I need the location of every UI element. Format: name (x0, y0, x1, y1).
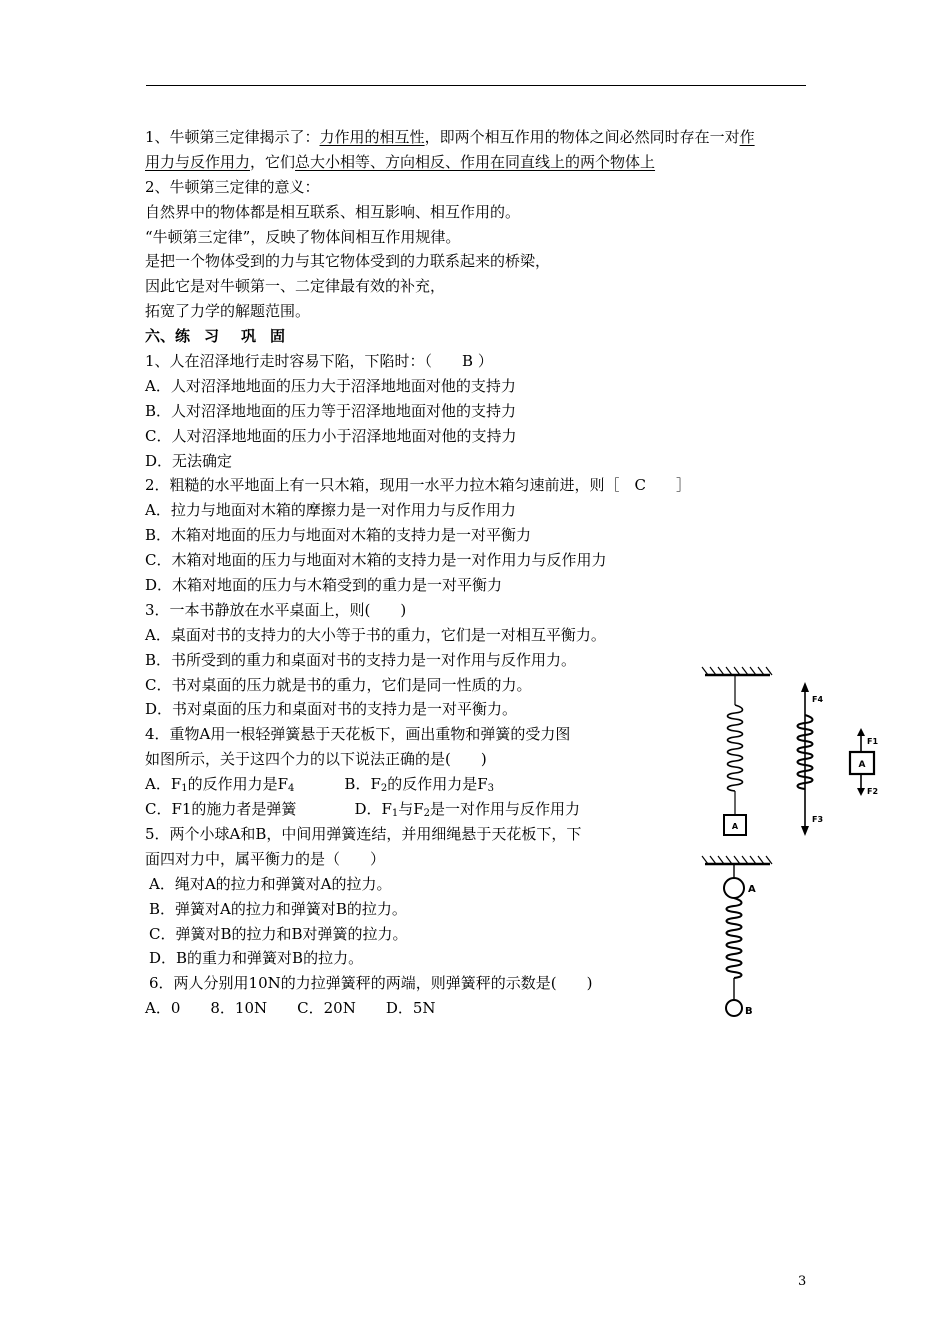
q1-option-b: B．人对沼泽地地面的压力等于沼泽地地面对他的支持力 (145, 401, 517, 420)
q2-option-d: D．木箱对地面的压力与木箱受到的重力是一对平衡力 (145, 576, 503, 595)
figure-two-balls (700, 852, 780, 1027)
q5-option-b: B．弹簧对A的拉力和弹簧对B的拉力。 (149, 899, 407, 918)
q5-option-c: C．弹簧对B的拉力和B对弹簧的拉力。 (149, 924, 408, 943)
q3-option-a: A．桌面对书的支持力的大小等于书的重力，它们是一对相互平衡力。 (145, 625, 606, 644)
q3-option-b: B．书所受到的重力和桌面对书的支持力是一对作用与反作用力。 (145, 650, 577, 669)
s1-line-2 (145, 150, 810, 175)
underlined-text: 用力与反作用力 (145, 152, 251, 171)
text: C．F1的施力者是弹簧 (145, 800, 297, 819)
q2-option-a: A．拉力与地面对木箱的摩擦力是一对作用力与反作用力 (145, 501, 516, 520)
text: A．F (145, 775, 182, 794)
s1-line-3: 2、牛顿第三定律的意义： (145, 177, 320, 196)
heading-word: 习 (204, 327, 220, 346)
text: 的反作用力是F (387, 775, 488, 794)
q2-option-c: C．木箱对地面的压力与地面对木箱的支持力是一对作用力与反作用力 (145, 551, 607, 570)
section-heading (145, 324, 810, 349)
underlined-text: 总大小相等、方向相反、作用在同直线上的两个物体上 (295, 152, 656, 171)
s1-line-5: “牛顿第三定律”，反映了物体间相互作用规律。 (145, 227, 461, 246)
text: B．F (344, 775, 381, 794)
heading-word: 巩 (241, 327, 257, 346)
q6-stem: 6．两人分别用10N的力拉弹簧秤的两端，则弹簧秤的示数是( ) (149, 974, 593, 993)
block-label: A (858, 760, 866, 770)
text: D．F (354, 800, 392, 819)
q1-option-d: D．无法确定 (145, 451, 233, 470)
figure-block-forces (845, 728, 885, 798)
figure-spring-block (700, 665, 780, 845)
q4-stem-1: 4．重物A用一根轻弹簧悬于天花板下，画出重物和弹簧的受力图 (145, 725, 571, 744)
q5-stem-1: 5．两个小球A和B，中间用弹簧连结，并用细绳悬于天花板下，下 (145, 824, 582, 843)
subscript: 3 (487, 783, 495, 795)
q2-option-b: B．木箱对地面的压力与地面对木箱的支持力是一对平衡力 (145, 526, 532, 545)
subscript: 4 (288, 783, 295, 795)
q5-option-d: D．B的重力和弹簧对B的拉力。 (149, 949, 364, 968)
text: 与F (398, 800, 424, 819)
text: ，它们 (250, 152, 296, 171)
text: 是一对作用与反作用力 (430, 800, 581, 819)
heading-word: 六、练 (145, 327, 191, 346)
q1-stem: 1、人在沼泽地行走时容易下陷，下陷时：（ B ） (145, 352, 493, 371)
s1-line-1 (145, 125, 810, 150)
s1-line-6: 是把一个物体受到的力与其它物体受到的力联系起来的桥梁， (145, 252, 551, 271)
header-rule (146, 85, 806, 86)
s1-line-7: 因此它是对牛顿第一、二定律最有效的补充， (145, 277, 446, 296)
ball-label-a: A (748, 884, 756, 895)
s1-line-8: 拓宽了力学的解题范围。 (145, 302, 311, 321)
q3-option-d: D．书对桌面的压力和桌面对书的支持力是一对平衡力。 (145, 700, 518, 719)
text: 的反作用力是F (187, 775, 289, 794)
figure-spring-forces (790, 680, 840, 840)
q6-options: A．0 8．10N C．20N D．5N (145, 999, 436, 1018)
text: ，即两个相互作用的物体之间必然同时存在一对 (424, 128, 740, 146)
spring-coil (728, 705, 743, 791)
subscript: 1 (181, 783, 188, 795)
block-label: A (731, 822, 739, 831)
q5-stem-2: 面四对力中，属平衡力的是（ ） (145, 849, 386, 868)
force-label-f3: F3 (812, 815, 824, 824)
q1-option-a: A．人对沼泽地地面的压力大于沼泽地地面对他的支持力 (145, 376, 516, 395)
q4-stem-2: 如图所示，关于这四个力的以下说法正确的是( ) (145, 750, 487, 769)
ball-b (726, 1000, 742, 1016)
ball-a (724, 878, 744, 898)
text: 1、牛顿第三定律揭示了： (145, 128, 320, 146)
force-label-f2: F2 (867, 787, 879, 796)
page-number: 3 (798, 1274, 807, 1289)
spring-coil (727, 898, 742, 978)
subscript: 1 (391, 808, 399, 820)
q3-option-c: C．书对桌面的压力就是书的重力，它们是同一性质的力。 (145, 675, 532, 694)
force-label-f4: F4 (812, 695, 824, 704)
q1-option-c: C．人对沼泽地地面的压力小于沼泽地地面对他的支持力 (145, 426, 517, 445)
s1-line-4: 自然界中的物体都是相互联系、相互影响、相互作用的。 (145, 202, 521, 221)
q3-stem: 3．一本书静放在水平桌面上，则( ) (145, 600, 407, 619)
q2-stem: 2．粗糙的水平地面上有一只木箱，现用一水平力拉木箱匀速前进，则［ C ］ (145, 476, 692, 495)
force-label-f1: F1 (867, 737, 879, 746)
q5-option-a: A．绳对A的拉力和弹簧对A的拉力。 (149, 874, 392, 893)
subscript: 2 (380, 783, 388, 795)
ball-label-b: B (745, 1006, 753, 1017)
heading-word: 固 (270, 327, 286, 346)
subscript: 2 (423, 808, 431, 820)
underlined-text: 力作用的相互性 (319, 128, 425, 146)
underlined-text: 作 (739, 128, 755, 146)
